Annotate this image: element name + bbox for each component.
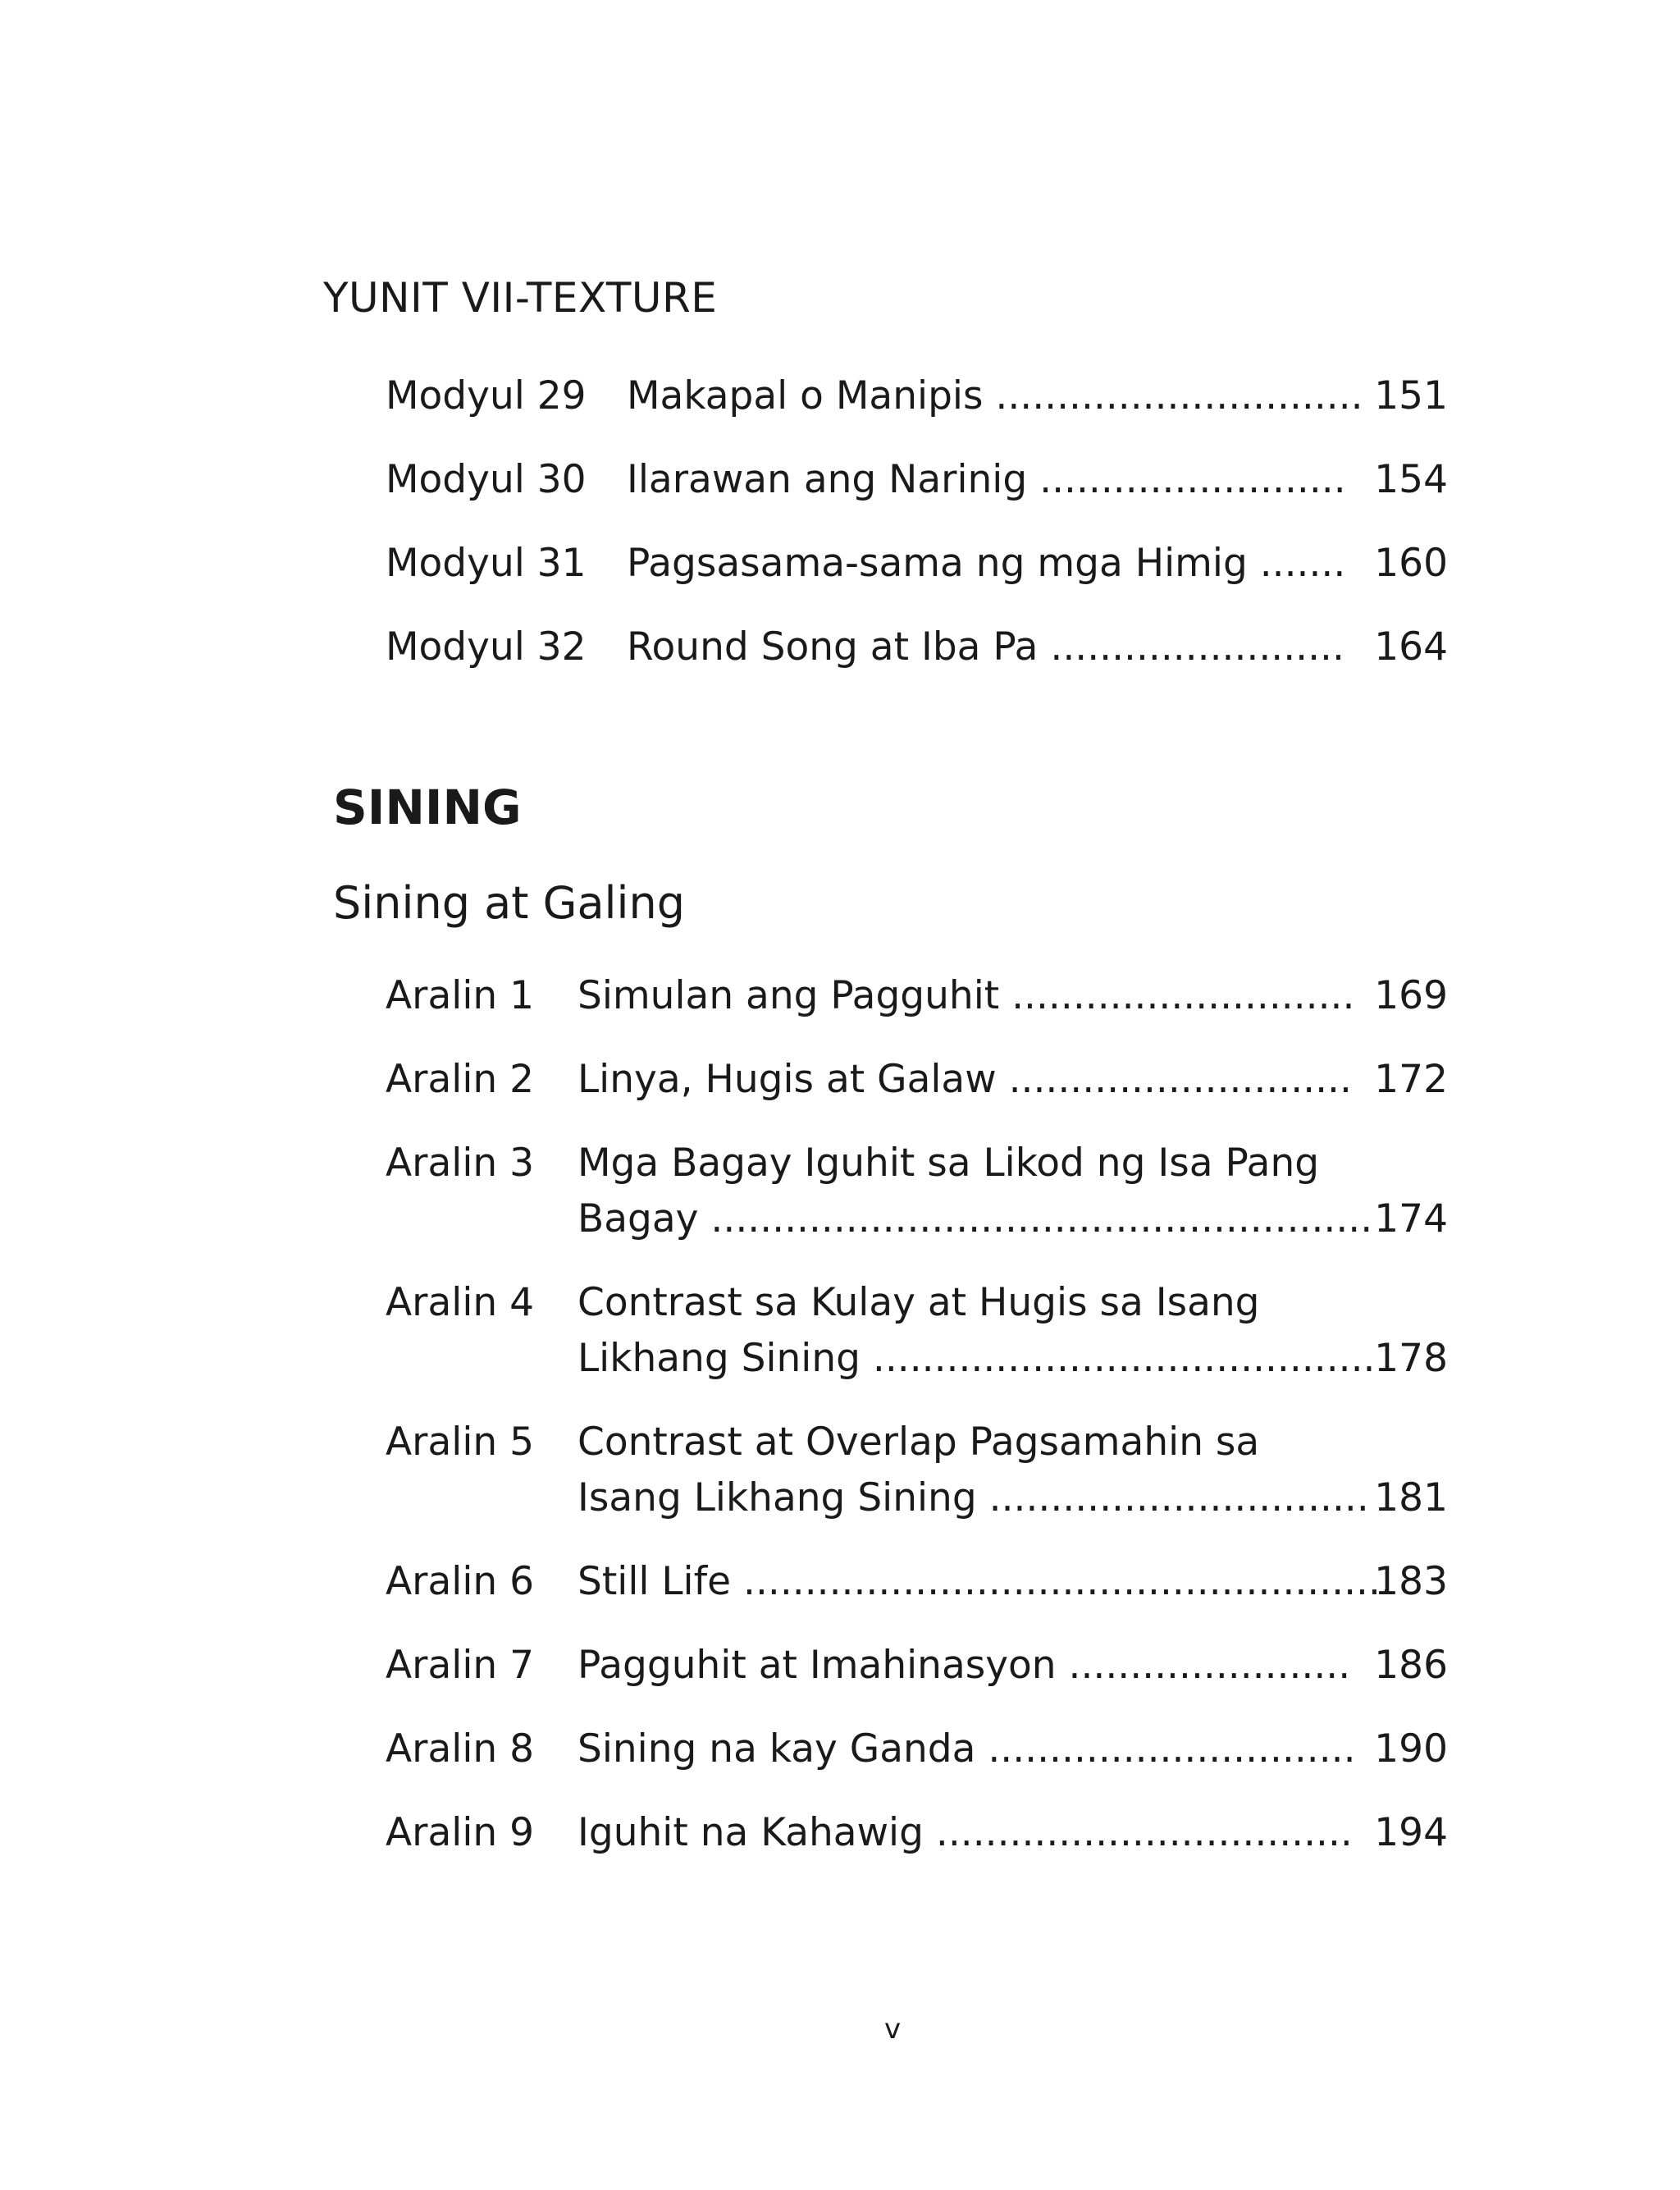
toc-entry-title: Simulan ang Pagguhit ............................ bbox=[578, 973, 1355, 1018]
toc-entry bbox=[386, 620, 1448, 675]
toc-entry bbox=[386, 1721, 1448, 1777]
toc-entry-title: Pagsasama-sama ng mga Himig ....... bbox=[627, 541, 1346, 586]
toc-entry-title: Mga Bagay Iguhit sa Likod ng Isa Pang bbox=[578, 1141, 1320, 1186]
toc-entry bbox=[386, 368, 1448, 424]
toc-entry-label: Aralin 5 bbox=[386, 1420, 535, 1465]
toc-entry-title: Pagguhit at Imahinasyon ....................... bbox=[578, 1643, 1351, 1688]
toc-entry-title-continued: Likhang Sining ......................................... bbox=[578, 1336, 1376, 1381]
toc-entry-title-continued: Isang Likhang Sining ............................... bbox=[578, 1475, 1369, 1520]
toc-entry-page: 181 bbox=[1374, 1475, 1448, 1520]
toc-entry-label: Aralin 7 bbox=[386, 1643, 535, 1688]
toc-entry-label: Modyul 32 bbox=[386, 624, 587, 670]
page-number: v bbox=[884, 2013, 902, 2046]
toc-entry-page: 174 bbox=[1374, 1196, 1448, 1241]
toc-entry-label: Aralin 9 bbox=[386, 1810, 535, 1855]
toc-entry-page: 154 bbox=[1374, 457, 1448, 502]
toc-entry bbox=[386, 1052, 1448, 1108]
toc-entry-page: 178 bbox=[1374, 1336, 1448, 1381]
toc-entry-page: 160 bbox=[1374, 541, 1448, 586]
toc-entry-title: Ilarawan ang Narinig ......................... bbox=[627, 457, 1346, 502]
toc-entry-label: Modyul 29 bbox=[386, 373, 587, 418]
subsection-heading: Sining at Galing bbox=[333, 877, 686, 929]
toc-entry-label: Aralin 6 bbox=[386, 1559, 535, 1604]
toc-entry bbox=[386, 1136, 1448, 1247]
toc-entry bbox=[386, 536, 1448, 592]
toc-entry-page: 186 bbox=[1374, 1643, 1448, 1688]
toc-entry-title-continued: Bagay ...................................................... bbox=[578, 1196, 1373, 1241]
toc-entry-title: Contrast at Overlap Pagsamahin sa bbox=[578, 1420, 1260, 1465]
toc-entry bbox=[386, 968, 1448, 1024]
toc-entry-page: 151 bbox=[1374, 373, 1448, 418]
toc-entry-page: 172 bbox=[1374, 1057, 1448, 1102]
toc-entry-label: Aralin 4 bbox=[386, 1280, 535, 1325]
toc-entry bbox=[386, 1805, 1448, 1861]
unit-heading: YUNIT VII-TEXTURE bbox=[323, 274, 718, 322]
toc-entry-label: Aralin 2 bbox=[386, 1057, 535, 1102]
toc-entry-label: Modyul 30 bbox=[386, 457, 587, 502]
toc-entry bbox=[386, 1554, 1448, 1610]
toc-entry-label: Aralin 1 bbox=[386, 973, 535, 1018]
toc-entry bbox=[386, 1275, 1448, 1387]
section-heading: SINING bbox=[333, 780, 522, 835]
toc-entry-title: Round Song at Iba Pa ........................ bbox=[627, 624, 1344, 670]
toc-entry-page: 183 bbox=[1374, 1559, 1448, 1604]
toc-entry-label: Modyul 31 bbox=[386, 541, 587, 586]
toc-entry-title: Iguhit na Kahawig .................................. bbox=[578, 1810, 1353, 1855]
toc-entry-title: Sining na kay Ganda .............................. bbox=[578, 1726, 1356, 1772]
toc-entry-label: Aralin 3 bbox=[386, 1141, 535, 1186]
toc-entry-page: 164 bbox=[1374, 624, 1448, 670]
toc-entry-page: 169 bbox=[1374, 973, 1448, 1018]
toc-entry bbox=[386, 452, 1448, 508]
toc-entry-page: 194 bbox=[1374, 1810, 1448, 1855]
toc-entry bbox=[386, 1415, 1448, 1526]
toc-entry-page: 190 bbox=[1374, 1726, 1448, 1772]
toc-entry-title: Makapal o Manipis .............................. bbox=[627, 373, 1363, 418]
toc-entry-title: Still Life ..................................................... bbox=[578, 1559, 1393, 1604]
toc-entry-label: Aralin 8 bbox=[386, 1726, 535, 1772]
toc-entry-title: Linya, Hugis at Galaw ............................ bbox=[578, 1057, 1352, 1102]
toc-entry bbox=[386, 1638, 1448, 1694]
toc-entry-title: Contrast sa Kulay at Hugis sa Isang bbox=[578, 1280, 1260, 1325]
